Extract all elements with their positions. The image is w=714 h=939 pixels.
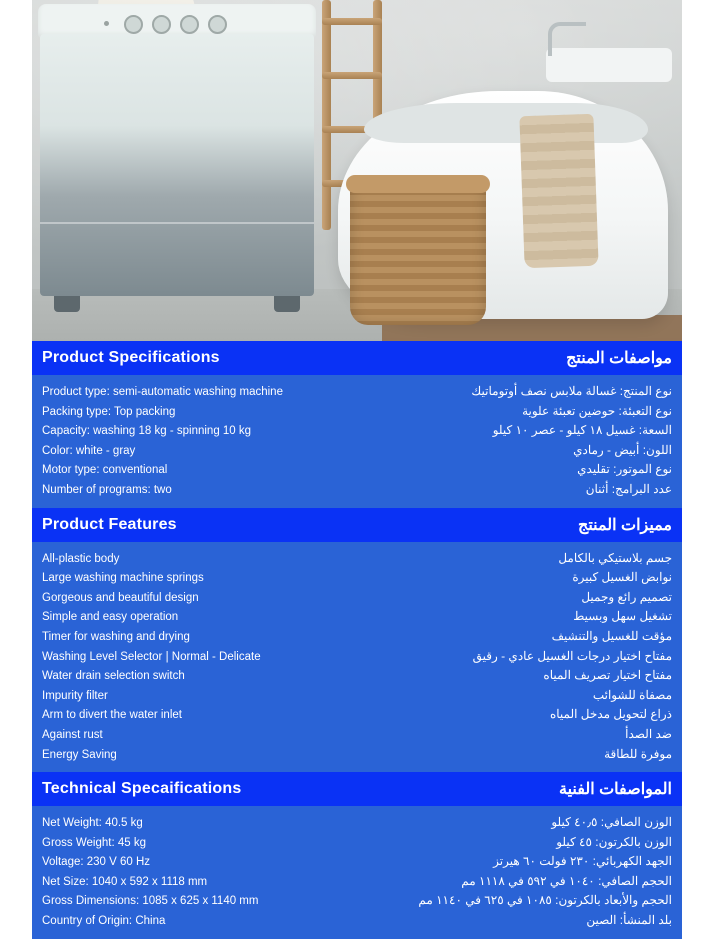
spec-row	[42, 402, 672, 422]
spec-label-en: Capacity: washing 18 kg - spinning 10 kg	[42, 425, 252, 438]
feature-row	[42, 725, 672, 745]
feature-label-en: Timer for washing and drying	[42, 630, 190, 643]
tech-row	[42, 833, 672, 853]
feature-row	[42, 607, 672, 627]
section-body-product-specifications	[32, 375, 682, 508]
feature-label-en: Impurity filter	[42, 689, 108, 702]
control-knobs	[124, 15, 227, 34]
feature-row	[42, 627, 672, 647]
feature-label-en: Arm to divert the water inlet	[42, 709, 182, 722]
washing-machine-seam	[40, 222, 314, 224]
spec-label-en: Motor type: conventional	[42, 464, 168, 477]
feature-label-ar: نوابض الغسيل كبيرة	[572, 570, 672, 585]
section-title-en: Product Specifications	[42, 349, 220, 366]
leg-icon	[274, 296, 300, 312]
spec-label-ar: نوع المنتج: غسالة ملابس نصف أوتوماتيك	[471, 384, 672, 398]
faucet-icon	[548, 22, 586, 56]
ladder-rung	[322, 72, 382, 79]
spec-label-en: Color: white - gray	[42, 444, 136, 457]
feature-label-ar: مصفاة للشوائب	[592, 687, 672, 702]
feature-row	[42, 666, 672, 686]
feature-row	[42, 745, 672, 765]
section-title-ar: مميزات المنتج	[578, 516, 672, 534]
spec-label-en: Packing type: Top packing	[42, 405, 176, 418]
spec-label-en: Product type: semi-automatic washing machine	[42, 386, 283, 398]
spec-label-ar: السعة: غسيل ١٨ كيلو - عصر ١٠ كيلو	[492, 423, 672, 438]
tech-label-ar: الوزن الصافي: ٤٠٫٥ كيلو	[551, 815, 672, 830]
knob-icon	[152, 15, 171, 34]
knob-icon	[124, 15, 143, 34]
section-title-ar: المواصفات الفنية	[559, 781, 672, 799]
spec-row	[42, 480, 672, 500]
tech-row	[42, 872, 672, 892]
feature-label-ar: تشغيل سهل وبسيط	[573, 609, 672, 624]
feature-label-en: Water drain selection switch	[42, 670, 185, 683]
washing-machine-legs	[54, 296, 300, 312]
feature-row	[42, 568, 672, 588]
feature-label-ar: تصميم رائع وجميل	[581, 589, 672, 604]
tech-label-ar: الوزن بالكرتون: ٤٥ كيلو	[556, 834, 672, 849]
feature-row	[42, 588, 672, 608]
tech-label-ar: الحجم والأبعاد بالكرتون: ١٠٨٥ في ٦٢٥ في ١١٤٠ مم	[418, 893, 672, 908]
feature-label-ar: جسم بلاستيكي بالكامل	[558, 550, 672, 565]
feature-label-en: Gorgeous and beautiful design	[42, 591, 199, 604]
product-hero-image	[32, 0, 682, 341]
feature-label-ar: موفرة للطاقة	[604, 746, 672, 761]
section-header-product-specifications	[32, 341, 682, 375]
tech-label-en: Gross Dimensions: 1085 x 625 x 1140 mm	[42, 895, 259, 908]
tech-label-en: Gross Weight: 45 kg	[42, 836, 146, 849]
section-body-technical-specifications	[32, 806, 682, 939]
spec-label-ar: اللون: أبيض - رمادي	[573, 442, 672, 457]
feature-row	[42, 549, 672, 569]
section-title-en: Product Features	[42, 515, 177, 533]
section-title-ar: مواصفات المنتج	[566, 350, 672, 367]
spec-label-ar: نوع الموتور: تقليدي	[577, 462, 672, 477]
feature-label-en: Against rust	[42, 728, 103, 741]
feature-row	[42, 686, 672, 706]
feature-label-ar: ضد الصدأ	[625, 726, 672, 741]
tech-row	[42, 813, 672, 833]
ladder-rail-left	[322, 0, 331, 230]
feature-label-en: Energy Saving	[42, 748, 117, 761]
tech-row	[42, 891, 672, 911]
section-header-product-features	[32, 508, 682, 542]
hanging-towel	[519, 114, 598, 268]
washing-machine	[38, 0, 316, 330]
washing-machine-body	[40, 34, 314, 296]
laundry-basket	[350, 183, 486, 325]
tech-label-en: Net Size: 1040 x 592 x 1118 mm	[42, 875, 208, 888]
feature-label-en: All-plastic body	[42, 552, 120, 565]
tech-row	[42, 911, 672, 931]
leg-icon	[54, 296, 80, 312]
ladder-rung	[322, 18, 382, 25]
section-body-product-features	[32, 542, 682, 773]
knob-icon	[208, 15, 227, 34]
spec-row	[42, 421, 672, 441]
tech-label-en: Country of Origin: China	[42, 915, 166, 928]
spec-label-ar: عدد البرامج: أثنان	[585, 481, 672, 496]
section-header-technical-specifications	[32, 772, 682, 806]
feature-label-ar: ذراع لتحويل مدخل المياه	[549, 707, 672, 722]
indicator-dot-icon	[104, 21, 109, 26]
feature-label-en: Simple and easy operation	[42, 611, 179, 624]
spec-row	[42, 382, 672, 402]
tech-label-en: Net Weight: 40.5 kg	[42, 817, 143, 830]
feature-label-en: Large washing machine springs	[42, 572, 204, 585]
spec-label-en: Number of programs: two	[42, 483, 172, 496]
spec-row	[42, 460, 672, 480]
tech-label-ar: الجهد الكهربائي: ٢٣٠ فولت ٦٠ هيرتز	[493, 854, 672, 869]
feature-row	[42, 647, 672, 667]
bathtub-inner	[364, 103, 648, 143]
feature-label-ar: مفتاح اختيار تصريف المياه	[543, 668, 672, 683]
feature-label-ar: مفتاح اختيار درجات الغسيل عادي - رقيق	[472, 648, 672, 663]
washing-machine-control-panel	[38, 4, 316, 38]
laundry-basket-rim	[346, 175, 490, 193]
tech-row	[42, 852, 672, 872]
tech-label-ar: الحجم الصافي: ١٠٤٠ في ٥٩٢ في ١١١٨ مم	[461, 873, 672, 888]
section-title-en: Technical Specaifications	[42, 780, 242, 798]
feature-label-en: Washing Level Selector | Normal - Delicate	[42, 650, 261, 663]
tech-label-ar: بلد المنشأ: الصين	[586, 913, 672, 928]
spec-row	[42, 441, 672, 461]
tech-label-en: Voltage: 230 V 60 Hz	[42, 856, 151, 869]
feature-row	[42, 705, 672, 725]
feature-label-ar: مؤقت للغسيل والتنشيف	[551, 628, 672, 643]
spec-label-ar: نوع التعبئة: حوضين تعبئة علوية	[522, 403, 672, 418]
knob-icon	[180, 15, 199, 34]
